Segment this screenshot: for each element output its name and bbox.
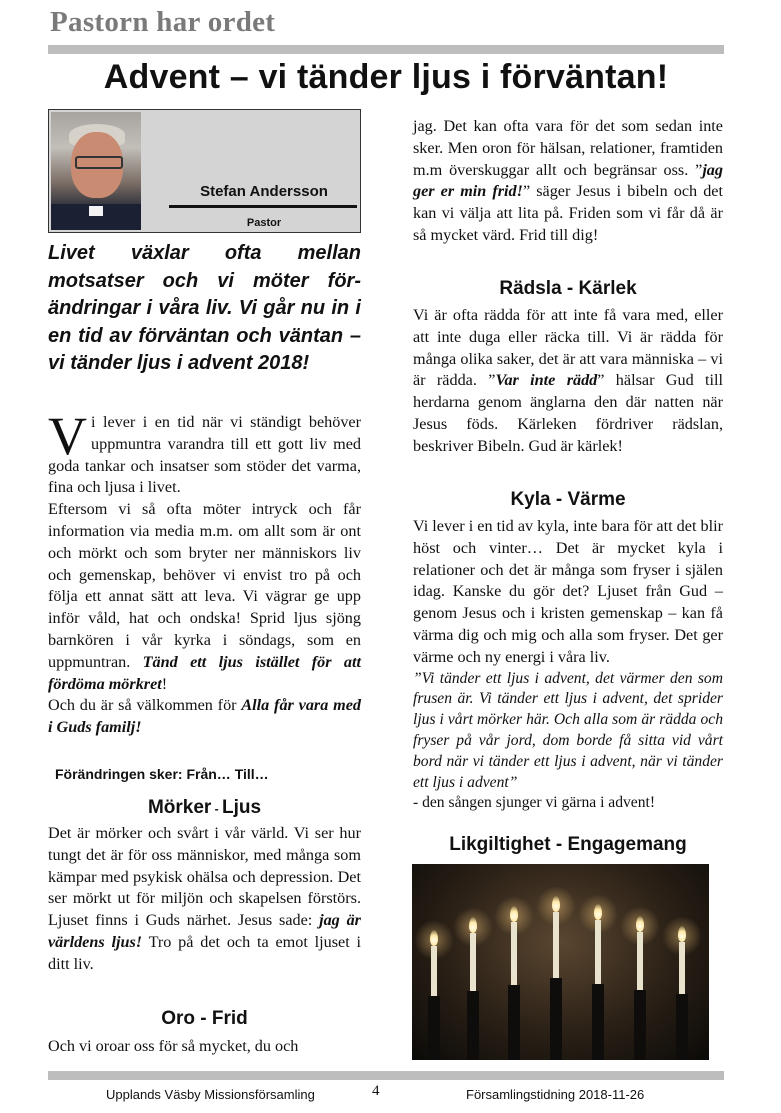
footer-publication: Församlingstidning 2018-11-26: [466, 1087, 645, 1102]
heading-oro-frid: Oro - Frid: [161, 1008, 248, 1029]
footer-org: Upplands Väsby Missionsförsamling: [106, 1087, 315, 1102]
header-rule: [48, 45, 724, 54]
section-header: Pastorn har ordet: [50, 6, 276, 38]
song-quote: ”Vi tänder ett ljus i advent, det värmer den som frusen är. Vi tänder ett ljus i advent, det sprider ljus i vårt mörker här. Och alla som är rädda och fryser på vår jord, dom borde få sitta vid vårt bord när vi tänder ett ljus i advent, när vi tänder ett ljus i advent”: [413, 669, 723, 791]
author-photo: [51, 112, 141, 230]
heading-radsla-karlek: Rädsla - Kärlek: [499, 278, 637, 299]
song-note: - den sången sjunger vi gärna i advent!: [413, 794, 656, 812]
author-name: Stefan Andersson: [200, 183, 328, 200]
intro-paragraph-1: Vi lever i en tid när vi ständigt behöver uppmuntra varandra till ett gott liv med goda tankar och insatser som stöder det varma, fina och ljusa i livet.: [48, 406, 361, 497]
heading-kyla-varme: Kyla - Värme: [510, 489, 626, 510]
intro-text: [48, 406, 361, 739]
intro-paragraph-3: Och du är så välkommen för Alla får vara med i Guds familj!: [48, 696, 361, 737]
drop-cap: V: [48, 406, 87, 466]
author-box: [48, 109, 361, 233]
lead-paragraph: Livet växlar ofta mellan motsatser och vi möter förändringar i våra liv. Vi går nu in i en tid av förväntan och väntan – vi tänder ljus i advent 2018!: [48, 242, 361, 374]
advent-candles-photo: [412, 864, 709, 1060]
text-radsla: Vi är ofta rädda för att inte få vara med, eller att inte duga eller räcka till. Vi är rädda för många olika saker, det är att vara människa – vi är rädda. ”Var inte rädd” hälsar Gud till herdarna genom änglarna den där natten när Jesus föds. Kärleken fördriver rädslan, beskriver Bibeln. Gud är kärlek!: [413, 306, 723, 455]
article-title: Advent – vi tänder ljus i förväntan!: [103, 58, 669, 96]
page-number: 4: [372, 1083, 380, 1099]
change-line: Förändringen sker: Från… Till…: [55, 766, 269, 782]
text-oro-col1: Och vi oroar oss för så mycket, du och: [48, 1037, 299, 1055]
heading-likgiltighet-engagemang: Likgiltighet - Engagemang: [449, 834, 687, 855]
text-oro-col2: jag. Det kan ofta vara för det som sedan inte sker. Men oron för hälsan, relationer, framtiden m.m överskuggar allt och begränsar oss. ”jag ger er min frid!” säger Jesus i bibeln och det kan vi välja att lita på. Friden som vi får då är så mycket värd. Frid till dig!: [413, 117, 723, 244]
author-divider: [169, 205, 357, 208]
text-kyla: Vi lever i en tid av kyla, inte bara för att det blir höst och vinter… Det är mycket kyla i relationer och det är många som fryser i själen idag. Kanske du gör det? Ljuset från Gud – genom Jesus och i kristen gemenskap – kan få värma dig och mig och alla som fryser. Det ger värme och ny energi i våra liv. ”Vi tänder ett ljus i advent, det värmer den som frusen är. Vi tänder ett ljus i advent, det sprider ljus i vårt mörker här. Och alla som är rädda och fryser på vår jord, dom borde få sitta vid vårt bord när vi tänder ett ljus i advent, när vi tänder ett ljus i advent” - den sången sjunger vi gärna i advent!: [413, 516, 723, 814]
text-morker: Det är mörker och svårt i vår värld. Vi ser hur tungt det är för oss människor, med många som kämpar med psykisk ohälsa och depression. Det ser mörkt ut för miljön och skapelsen förstörs. Ljuset finns i Guds närhet. Jesus sade: jag är världens ljus! Tro på det och ta emot ljuset i ditt liv.: [48, 824, 361, 973]
heading-morker-ljus: Mörker - Ljus: [147, 797, 262, 818]
intro-paragraph-2: Eftersom vi så ofta möter intryck och får information via media m.m. om allt som är ont och mörkt och som bryter ner människors liv och gemenskap, behöver vi envist tro på och följa ett annat sätt att leva. Vi vägrar ge upp inför våld, hat och ondska! Sprid ljus sjöng barnkören i vår kyrka i söndags, som en uppmuntran. Tänd ett ljus istället för att fördöma mörkret!: [48, 500, 361, 693]
footer-rule: [48, 1071, 724, 1080]
author-role: Pastor: [246, 217, 282, 229]
